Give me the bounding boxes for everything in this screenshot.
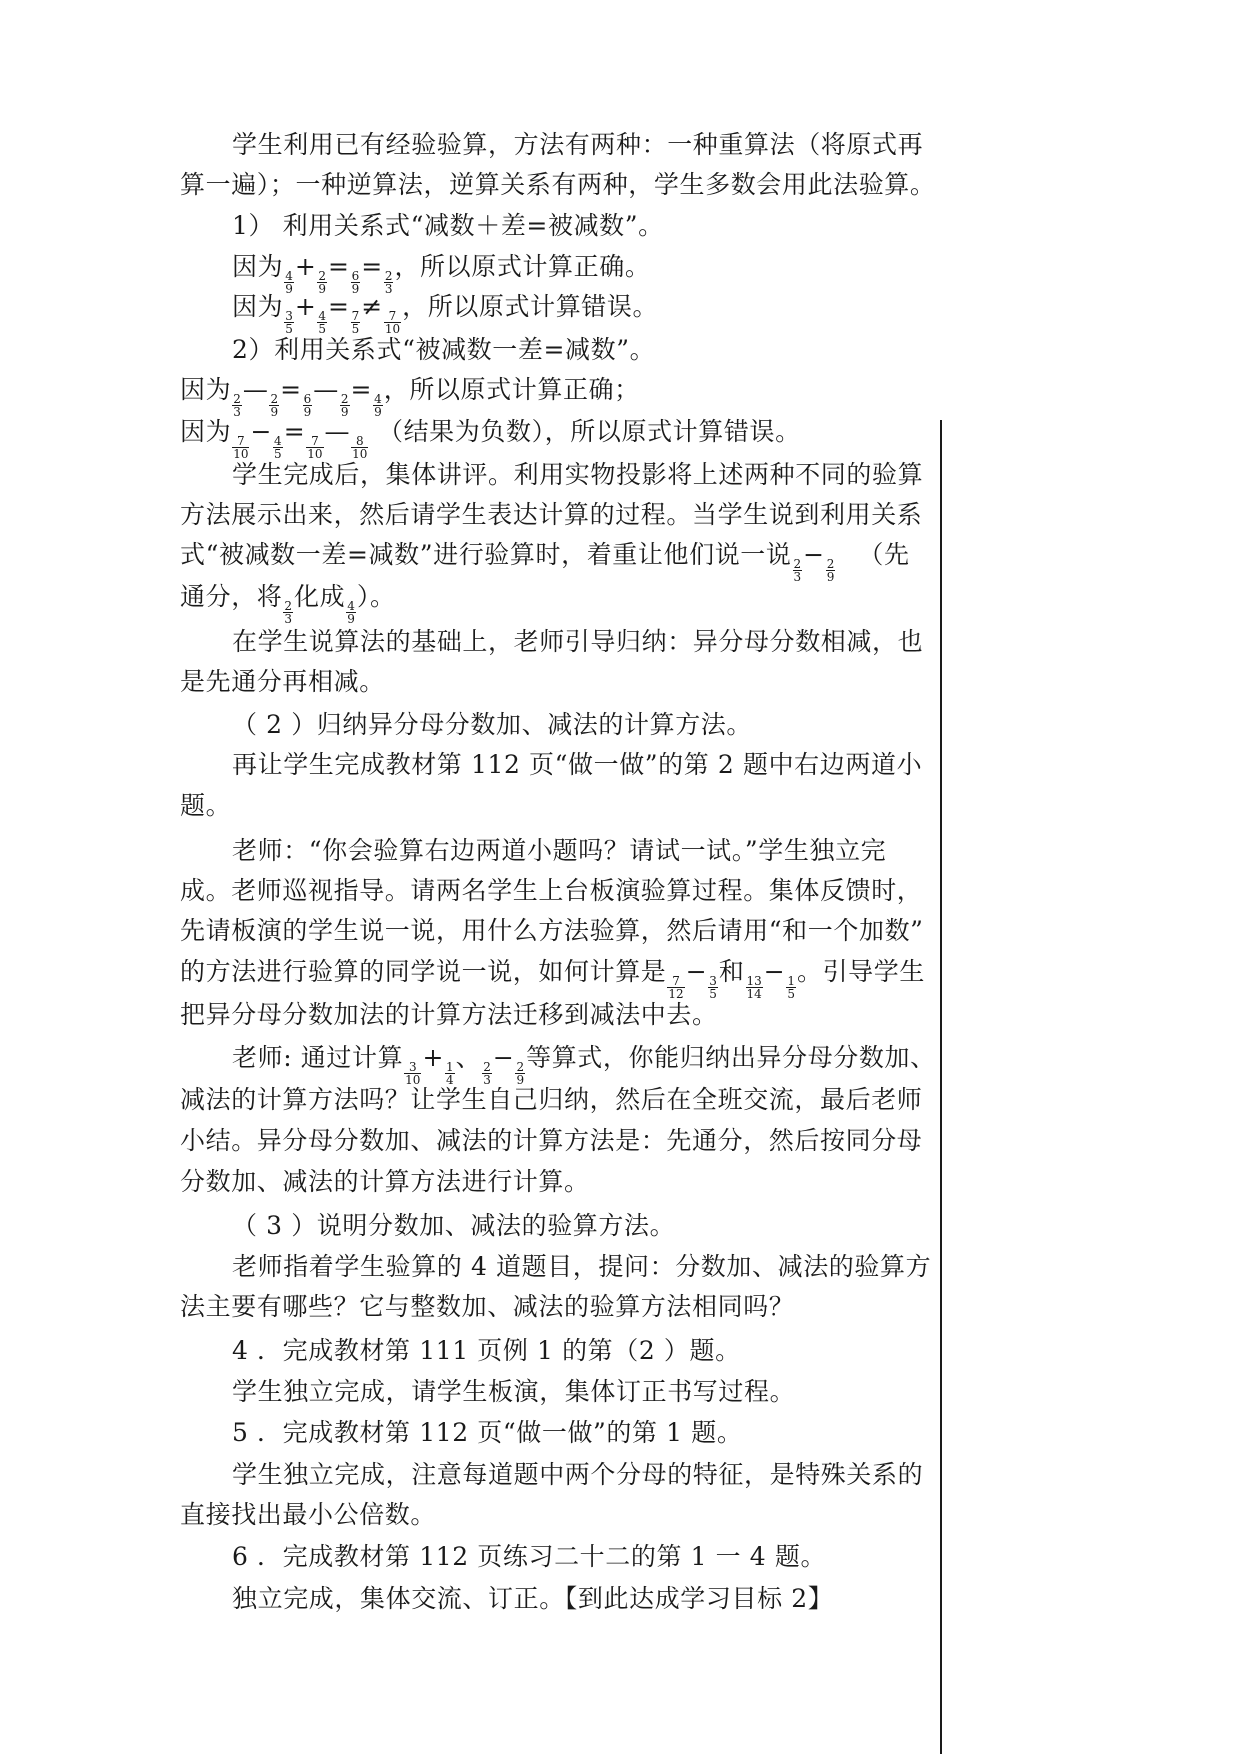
paragraph-line: 独立完成，集体交流、订正。【到此达成学习目标 2】 bbox=[232, 1584, 834, 1613]
fraction: $\frac{4}{5}$ bbox=[274, 434, 282, 462]
fraction: $\frac{2}{9}$ bbox=[826, 557, 835, 585]
paragraph-line: 学生独立完成，注意每道题中两个分母的特征，是特殊关系的 bbox=[232, 1460, 924, 1489]
equation-line: 因为 $\frac{2}{3}$ — $\frac{2}{9}$ = $\frac{6}{9}$ — $\frac{2}{9}$ = $\frac{4}{9}$ ，所以原式计算正确； bbox=[180, 375, 640, 420]
paragraph-line: 减法的计算方法吗？让学生自己归纳，然后在全班交流，最后老师 bbox=[180, 1085, 923, 1114]
equation-line: 因为 $\frac{4}{9}$ + $\frac{2}{9}$ = $\frac{6}{9}$ = $\frac{2}{3}$ ，所以原式计算正确。 bbox=[232, 252, 651, 297]
paragraph-line: 分数加、减法的计算方法进行计算。 bbox=[180, 1167, 590, 1196]
paragraph-line: 是先通分再相减。 bbox=[180, 667, 385, 696]
fraction: $\frac{1}{5}$ bbox=[787, 974, 795, 1002]
fraction: $\frac{4}{9}$ bbox=[285, 269, 293, 297]
paragraph-line: 老师指着学生验算的 4 道题目，提问：分数加、减法的验算方 bbox=[232, 1252, 932, 1281]
paragraph-line: 成。老师巡视指导。请两名学生上台板演验算过程。集体反馈时， bbox=[180, 876, 923, 905]
fraction: $\frac{4}{9}$ bbox=[347, 599, 355, 627]
paragraph-line: 算一遍）；一种逆算法，逆算关系有两种，学生多数会用此法验算。 bbox=[180, 170, 936, 199]
paragraph-line: 学生利用已有经验验算，方法有两种：一种重算法（将原式再 bbox=[232, 130, 924, 159]
paragraph-line: 把异分母分数加法的计算方法迁移到减法中去。 bbox=[180, 1000, 718, 1029]
fraction: $\frac{8}{10}$ bbox=[352, 434, 368, 462]
paragraph-line: 在学生说算法的基础上，老师引导归纳：异分母分数相减，也 bbox=[232, 627, 924, 656]
fraction: $\frac{1}{4}$ bbox=[446, 1060, 454, 1088]
fraction: $\frac{13}{14}$ bbox=[746, 974, 762, 1002]
fraction: $\frac{3}{5}$ bbox=[285, 309, 293, 337]
paragraph-line: 老师：“你会验算右边两道小题吗？请试一试。”学生独立完 bbox=[232, 836, 887, 865]
fraction: $\frac{3}{5}$ bbox=[709, 974, 717, 1002]
fraction: $\frac{2}{9}$ bbox=[340, 392, 349, 420]
paragraph-line: 先请板演的学生说一说，用什么方法验算，然后请用“和一个加数” bbox=[180, 916, 924, 945]
equation-line: 因为 $\frac{3}{5}$ + $\frac{4}{5}$ = $\frac{7}{5}$ ≠ $\frac{7}{10}$ ，所以原式计算错误。 bbox=[232, 292, 659, 337]
paragraph-line: 法主要有哪些？它与整数加、减法的验算方法相同吗？ bbox=[180, 1292, 795, 1321]
paragraph-line: 式“被减数一差=减数”进行验算时，着重让他们说一说 $\frac{2}{3}$ − $\frac{2}{9}$ （先 bbox=[180, 540, 910, 585]
fraction: $\frac{4}{9}$ bbox=[374, 392, 382, 420]
paragraph-line: 方法展示出来，然后请学生表达计算的过程。当学生说到利用关系 bbox=[180, 500, 923, 529]
paragraph-line: 老师: 通过计算 $\frac{3}{10}$ + $\frac{1}{4}$ 、 $\frac{2}{3}$ − $\frac{2}{9}$ 等算式，你能归纳出异分母分数加、 bbox=[232, 1043, 936, 1088]
fraction: $\frac{6}{9}$ bbox=[351, 269, 360, 297]
fraction: $\frac{3}{10}$ bbox=[405, 1060, 421, 1088]
list-item: （ 3 ）说明分数加、减法的验算方法。 bbox=[232, 1211, 676, 1240]
fraction: $\frac{7}{10}$ bbox=[233, 434, 249, 462]
fraction: $\frac{4}{5}$ bbox=[318, 309, 327, 337]
fraction: $\frac{2}{9}$ bbox=[318, 269, 327, 297]
paragraph-line: 通分，将 $\frac{2}{3}$ 化成 $\frac{4}{9}$ ）。 bbox=[180, 582, 396, 627]
paragraph-line: 的方法进行验算的同学说一说，如何计算是 $\frac{7}{12}$ − $\frac{3}{5}$ 和 $\frac{13}{14}$ − $\frac{1}{5}$ 。引导学生 bbox=[180, 957, 925, 1002]
list-item: 6 ．完成教材第 112 页练习二十二的第 1 一 4 题。 bbox=[232, 1542, 827, 1571]
fraction: $\frac{2}{3}$ bbox=[483, 1060, 491, 1088]
paragraph-line: 小结。异分母分数加、减法的计算方法是：先通分，然后按同分母 bbox=[180, 1126, 923, 1155]
paragraph-line: 再让学生完成教材第 112 页“做一做”的第 2 题中右边两道小 bbox=[232, 750, 923, 779]
equation-line: 因为 $\frac{7}{10}$ − $\frac{4}{5}$ = $\frac{7}{10}$ — $\frac{8}{10}$ （结果为负数），所以原式计算错误。 bbox=[180, 417, 801, 462]
fraction: $\frac{6}{9}$ bbox=[303, 392, 312, 420]
fraction: $\frac{2}{9}$ bbox=[270, 392, 279, 420]
fraction: $\frac{2}{3}$ bbox=[284, 599, 293, 627]
fraction: $\frac{2}{3}$ bbox=[793, 557, 802, 585]
list-item: 4 ．完成教材第 111 页例 1 的第（2 ）题。 bbox=[232, 1336, 741, 1365]
fraction: $\frac{7}{12}$ bbox=[668, 974, 684, 1002]
fraction: $\frac{7}{5}$ bbox=[351, 309, 360, 337]
paragraph-line: 学生完成后，集体讲评。利用实物投影将上述两种不同的验算 bbox=[232, 460, 924, 489]
paragraph-line: 题。 bbox=[180, 791, 232, 820]
list-item: （ 2 ）归纳异分母分数加、减法的计算方法。 bbox=[232, 710, 753, 739]
list-item: 1） 利用关系式“减数＋差=被减数”。 bbox=[232, 211, 664, 240]
fraction: $\frac{2}{9}$ bbox=[516, 1060, 525, 1088]
list-item: 2）利用关系式“被减数一差=减数”。 bbox=[232, 335, 656, 364]
margin-rule-line bbox=[940, 420, 942, 1754]
fraction: $\frac{2}{3}$ bbox=[233, 392, 241, 420]
paragraph-line: 直接找出最小公倍数。 bbox=[180, 1500, 437, 1529]
fraction: $\frac{7}{10}$ bbox=[307, 434, 323, 462]
fraction: $\frac{7}{10}$ bbox=[384, 309, 401, 337]
fraction: $\frac{2}{3}$ bbox=[384, 269, 393, 297]
list-item: 5 ．完成教材第 112 页“做一做”的第 1 题。 bbox=[232, 1418, 743, 1447]
paragraph-line: 学生独立完成，请学生板演，集体订正书写过程。 bbox=[232, 1377, 796, 1406]
